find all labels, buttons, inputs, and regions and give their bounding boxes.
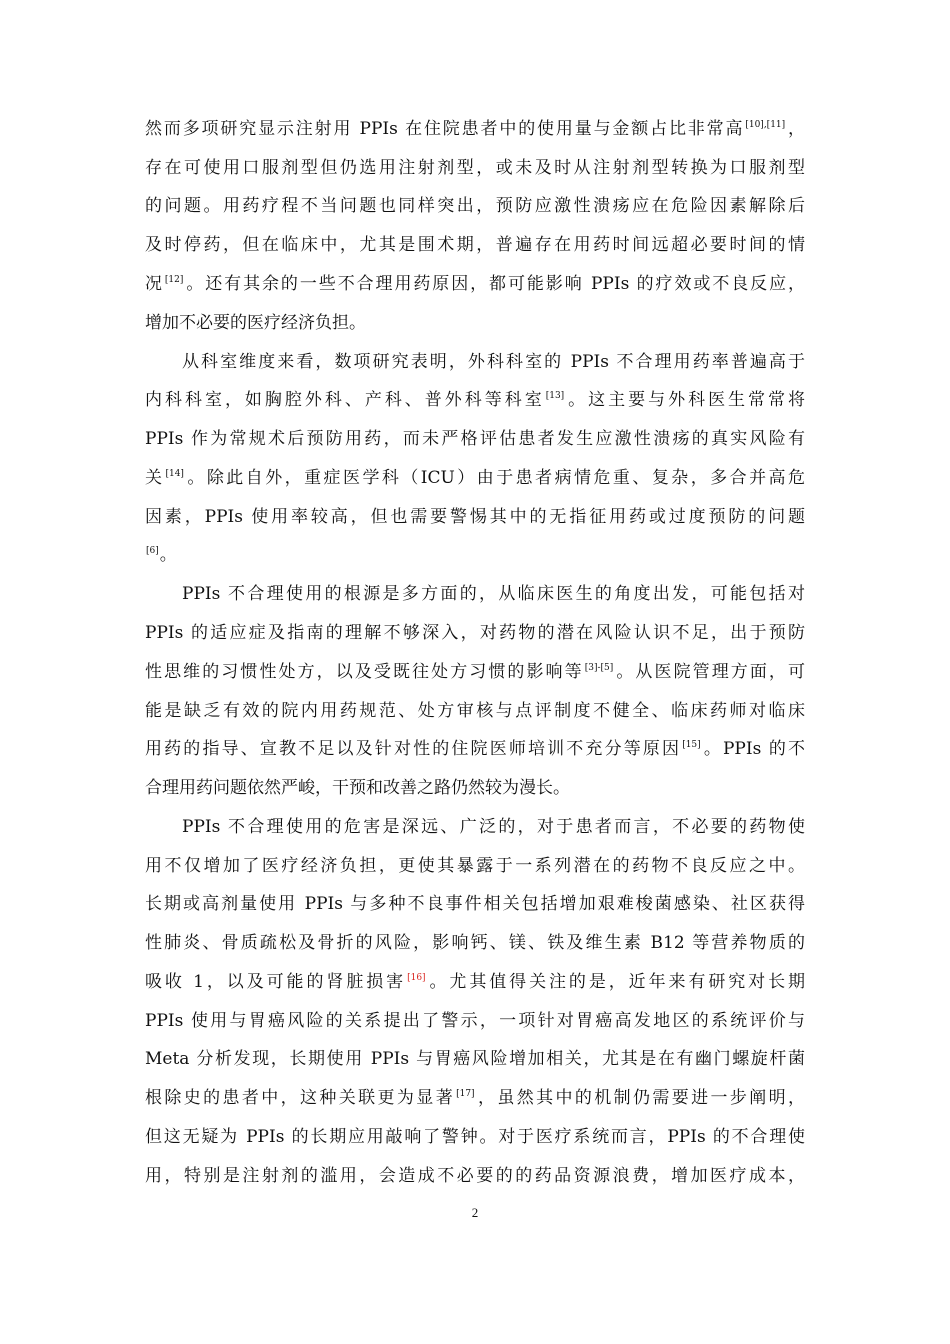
citation-marker: [14]: [165, 469, 184, 479]
line-text-continued: 。除此自外，重症医学科（ICU）由于患者病情危重、复杂，多合并高危: [184, 468, 805, 488]
line-text: Meta 分析发现，长期使用 PPIs 与胃癌风险增加相关，尤其是在有幽门螺旋杆菌: [145, 1049, 805, 1069]
page-number: 2: [471, 1205, 479, 1220]
line-text-continued: ，虽然其中的机制仍需要进一步阐明，: [475, 1088, 806, 1108]
citation-marker: [13]: [545, 391, 565, 401]
line-text: 性肺炎、骨质疏松及骨折的风险，影响钙、镁、铁及维生素 B12 等营养物质的: [145, 933, 805, 953]
citation-marker: [17]: [456, 1089, 475, 1099]
text-line: [145, 385, 805, 415]
text-line: [145, 773, 805, 803]
text-line: [145, 889, 805, 919]
line-text: PPIs 使用与胃癌风险的关系提出了警示，一项针对胃癌高发地区的系统评价与: [145, 1011, 805, 1031]
line-text: 从科室维度来看，数项研究表明，外科科室的 PPIs 不合理用药率普遍高于: [182, 352, 805, 372]
text-line: [182, 812, 805, 842]
line-text-continued: 。从医院管理方面，可: [614, 662, 806, 682]
line-text: 用不仅增加了医疗经济负担，更使其暴露于一系列潜在的药物不良反应之中。: [145, 856, 805, 876]
text-line: [145, 540, 805, 570]
text-line: [145, 851, 805, 881]
text-line: [145, 657, 805, 687]
text-line: [145, 463, 805, 493]
text-line: [145, 114, 805, 144]
text-line: [145, 1044, 805, 1074]
text-line: [145, 1161, 805, 1191]
line-text: 的问题。用药疗程不当问题也同样突出，预防应激性溃疡应在危险因素解除后: [145, 196, 805, 216]
line-text: PPIs 的适应症及指南的理解不够深入，对药物的潜在风险认识不足，出于预防: [145, 623, 805, 643]
text-line: [145, 967, 805, 997]
text-line: [145, 153, 805, 183]
text-line: [145, 618, 805, 648]
line-text: PPIs 不合理使用的根源是多方面的，从临床医生的角度出发，可能包括对: [182, 584, 805, 604]
line-text-continued: 。PPIs 的不: [701, 739, 805, 759]
line-text: PPIs 作为常规术后预防用药，而未严格评估患者发生应激性溃疡的真实风险有: [145, 429, 805, 449]
line-text-continued: 。还有其余的一些不合理用药原因，都可能影响 PPIs 的疗效或不良反应，: [184, 274, 805, 294]
citation-marker: [15]: [682, 740, 701, 750]
line-text-continued: ，: [786, 119, 806, 139]
line-text: 存在可使用口服剂型但仍选用注射剂型，或未及时从注射剂型转换为口服剂型: [145, 158, 805, 178]
line-text: 况: [145, 274, 164, 294]
line-text: 因素，PPIs 使用率较高，但也需要警惕其中的无指征用药或过度预防的问题: [145, 507, 805, 527]
line-text: 合理用药问题依然严峻，干预和改善之路仍然较为漫长。: [145, 778, 570, 798]
text-line: [145, 928, 805, 958]
text-line: [145, 308, 805, 338]
line-text-continued: 。这主要与外科医生常常将: [565, 390, 806, 410]
text-line: [145, 191, 805, 221]
text-line: [145, 696, 805, 726]
text-line: [145, 502, 805, 532]
line-text: 但这无疑为 PPIs 的长期应用敲响了警钟。对于医疗系统而言，PPIs 的不合理使: [145, 1127, 805, 1147]
line-text: 性思维的习惯性处方，以及受既往处方习惯的影响等: [145, 662, 584, 682]
line-text: 用药的指导、宣教不足以及针对性的住院医师培训不充分等原因: [145, 739, 682, 759]
line-text: 长期或高剂量使用 PPIs 与多种不良事件相关包括增加艰难梭菌感染、社区获得: [145, 894, 805, 914]
line-text: 关: [145, 468, 165, 488]
line-text: 及时停药，但在临床中，尤其是围术期，普遍存在用药时间远超必要时间的情: [145, 235, 805, 255]
line-text: 吸收 1，以及可能的肾脏损害: [145, 972, 407, 992]
citation-marker: [12]: [164, 275, 184, 285]
text-line: [145, 424, 805, 454]
text-line: [145, 1083, 805, 1113]
citation-marker: [16]: [407, 973, 426, 983]
text-line: [182, 347, 805, 377]
text-line: [145, 269, 805, 299]
citation-marker: [10],[11]: [745, 120, 786, 130]
text-line: [182, 579, 805, 609]
text-line: [145, 1122, 805, 1152]
line-text: 用，特别是注射剂的滥用，会造成不必要的的药品资源浪费，增加医疗成本，: [145, 1166, 805, 1186]
line-text: 内科科室，如胸腔外科、产科、普外科等科室: [145, 390, 545, 410]
citation-marker: [3]-[5]: [584, 663, 614, 673]
line-text: 能是缺乏有效的院内用药规范、处方审核与点评制度不健全、临床药师对临床: [145, 701, 805, 721]
text-line: [145, 734, 805, 764]
line-text: 然而多项研究显示注射用 PPIs 在住院患者中的使用量与金额占比非常高: [145, 119, 745, 139]
text-line: [145, 230, 805, 260]
line-text-continued: 。: [159, 545, 177, 565]
text-line: [145, 1006, 805, 1036]
line-text: 根除史的患者中，这种关联更为显著: [145, 1088, 456, 1108]
line-text-continued: 。尤其值得关注的是，近年来有研究对长期: [426, 972, 805, 992]
line-text: 增加不必要的医疗经济负担。: [145, 313, 366, 333]
citation-marker: [6]: [146, 546, 159, 556]
line-text: PPIs 不合理使用的危害是深远、广泛的，对于患者而言，不必要的药物使: [182, 817, 805, 837]
